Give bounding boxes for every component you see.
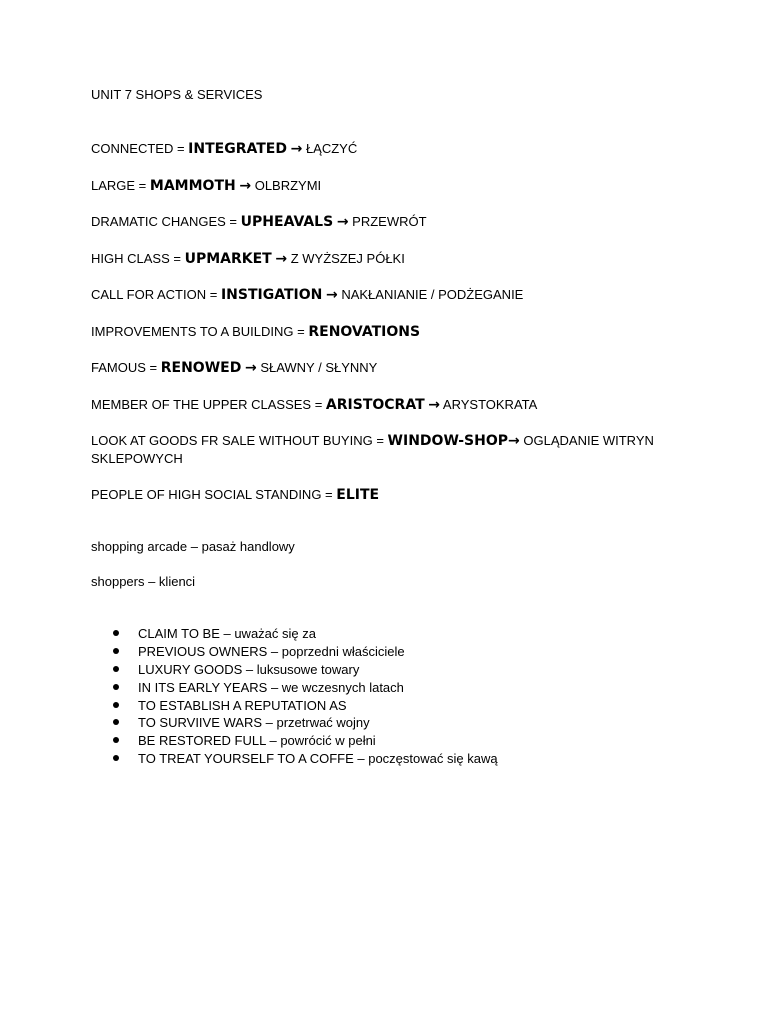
vocab-entry (91, 396, 691, 414)
bullet-text: TO SURVIIVE WARS – przetrwać wojny (138, 715, 370, 731)
bullet-icon (113, 702, 119, 708)
entry-prefix: FAMOUS = (91, 360, 158, 375)
entry-term: UPHEAVALS (240, 214, 334, 230)
bullet-item (91, 625, 691, 643)
bullet-icon (113, 648, 119, 654)
entry-translation: OLBRZYMI (254, 177, 322, 193)
vocab-entry (91, 140, 691, 158)
entry-term: ELITE (336, 486, 380, 503)
bullet-item (91, 679, 691, 697)
document-page (91, 87, 691, 768)
bullet-item (91, 643, 691, 661)
entry-translation: ŁĄCZYĆ (305, 141, 358, 156)
bullet-icon (113, 630, 119, 636)
entry-translation: NAKŁANIANIE / PODŻEGANIE (341, 287, 524, 302)
entry-prefix: HIGH CLASS = (91, 250, 181, 266)
bullet-item (91, 750, 691, 768)
vocab-entry (91, 323, 691, 341)
entry-term: RENOVATIONS (308, 323, 421, 340)
bullet-list (91, 625, 691, 768)
arrow-right-icon: → (290, 141, 303, 157)
bullet-icon (113, 719, 119, 725)
entry-prefix: LARGE = (91, 177, 147, 193)
entry-prefix: MEMBER OF THE UPPER CLASSES = (91, 396, 323, 412)
entry-translation: PRZEWRÓT (352, 214, 427, 229)
vocab-entry (91, 486, 691, 504)
entry-translation: OGLĄDANIE WITRYN SKLEPOWYCH (91, 433, 654, 466)
arrow-right-icon: → (325, 287, 338, 303)
phrase-item: shopping arcade – pasaż handlowy (91, 538, 295, 554)
entry-term: WINDOW-SHOP (387, 433, 509, 449)
arrow-right-icon: → (244, 360, 257, 376)
bullet-text: BE RESTORED FULL – powrócić w pełni (138, 733, 376, 749)
bullet-text: IN ITS EARLY YEARS – we wczesnych latach (138, 679, 404, 695)
bullet-text: CLAIM TO BE – uważać się za (138, 626, 316, 641)
entry-term: INSTIGATION (220, 287, 323, 303)
page-title: UNIT 7 SHOPS & SERVICES (91, 87, 263, 102)
arrow-right-icon: → (508, 433, 520, 449)
bullet-text: TO TREAT YOURSELF TO A COFFE – poczęstować się kawą (138, 751, 498, 767)
bullet-item (91, 714, 691, 732)
arrow-right-icon: → (239, 177, 252, 194)
bullet-item (91, 697, 691, 715)
entry-term: ARISTOCRAT (325, 396, 425, 413)
vocab-entry (91, 432, 691, 467)
bullet-icon (113, 737, 119, 743)
entry-prefix: LOOK AT GOODS FR SALE WITHOUT BUYING = (91, 433, 384, 448)
entry-term: MAMMOTH (149, 177, 236, 194)
entry-prefix: IMPROVEMENTS TO A BUILDING = (91, 323, 305, 339)
bullet-text: PREVIOUS OWNERS – poprzedni właściciele (138, 643, 405, 659)
vocab-entry (91, 213, 691, 231)
arrow-right-icon: → (336, 214, 349, 230)
bullet-text: LUXURY GOODS – luksusowe towary (138, 661, 360, 677)
phrase-item: shoppers – klienci (91, 574, 196, 589)
arrow-right-icon: → (428, 396, 440, 413)
bullet-icon (113, 684, 119, 690)
entry-translation: SŁAWNY / SŁYNNY (260, 360, 378, 375)
bullet-item (91, 661, 691, 679)
entry-translation: ARYSTOKRATA (442, 396, 538, 412)
phrase-list (91, 539, 691, 591)
bullet-icon (113, 666, 119, 672)
entry-prefix: CONNECTED = (91, 141, 185, 156)
bullet-icon (113, 755, 119, 761)
entry-term: INTEGRATED (188, 141, 287, 157)
vocab-entry (91, 359, 691, 377)
vocab-entry (91, 250, 691, 268)
arrow-right-icon: → (275, 250, 288, 267)
bullet-item (91, 732, 691, 750)
entry-prefix: DRAMATIC CHANGES = (91, 214, 238, 229)
entry-translation: Z WYŻSZEJ PÓŁKI (290, 250, 405, 266)
entry-prefix: CALL FOR ACTION = (91, 287, 218, 302)
entry-term: UPMARKET (184, 250, 272, 267)
bullet-text: TO ESTABLISH A REPUTATION AS (138, 697, 347, 713)
vocab-entry (91, 177, 691, 195)
vocab-entry (91, 286, 691, 304)
entry-prefix: PEOPLE OF HIGH SOCIAL STANDING = (91, 486, 333, 502)
entry-term: RENOWED (160, 360, 242, 376)
